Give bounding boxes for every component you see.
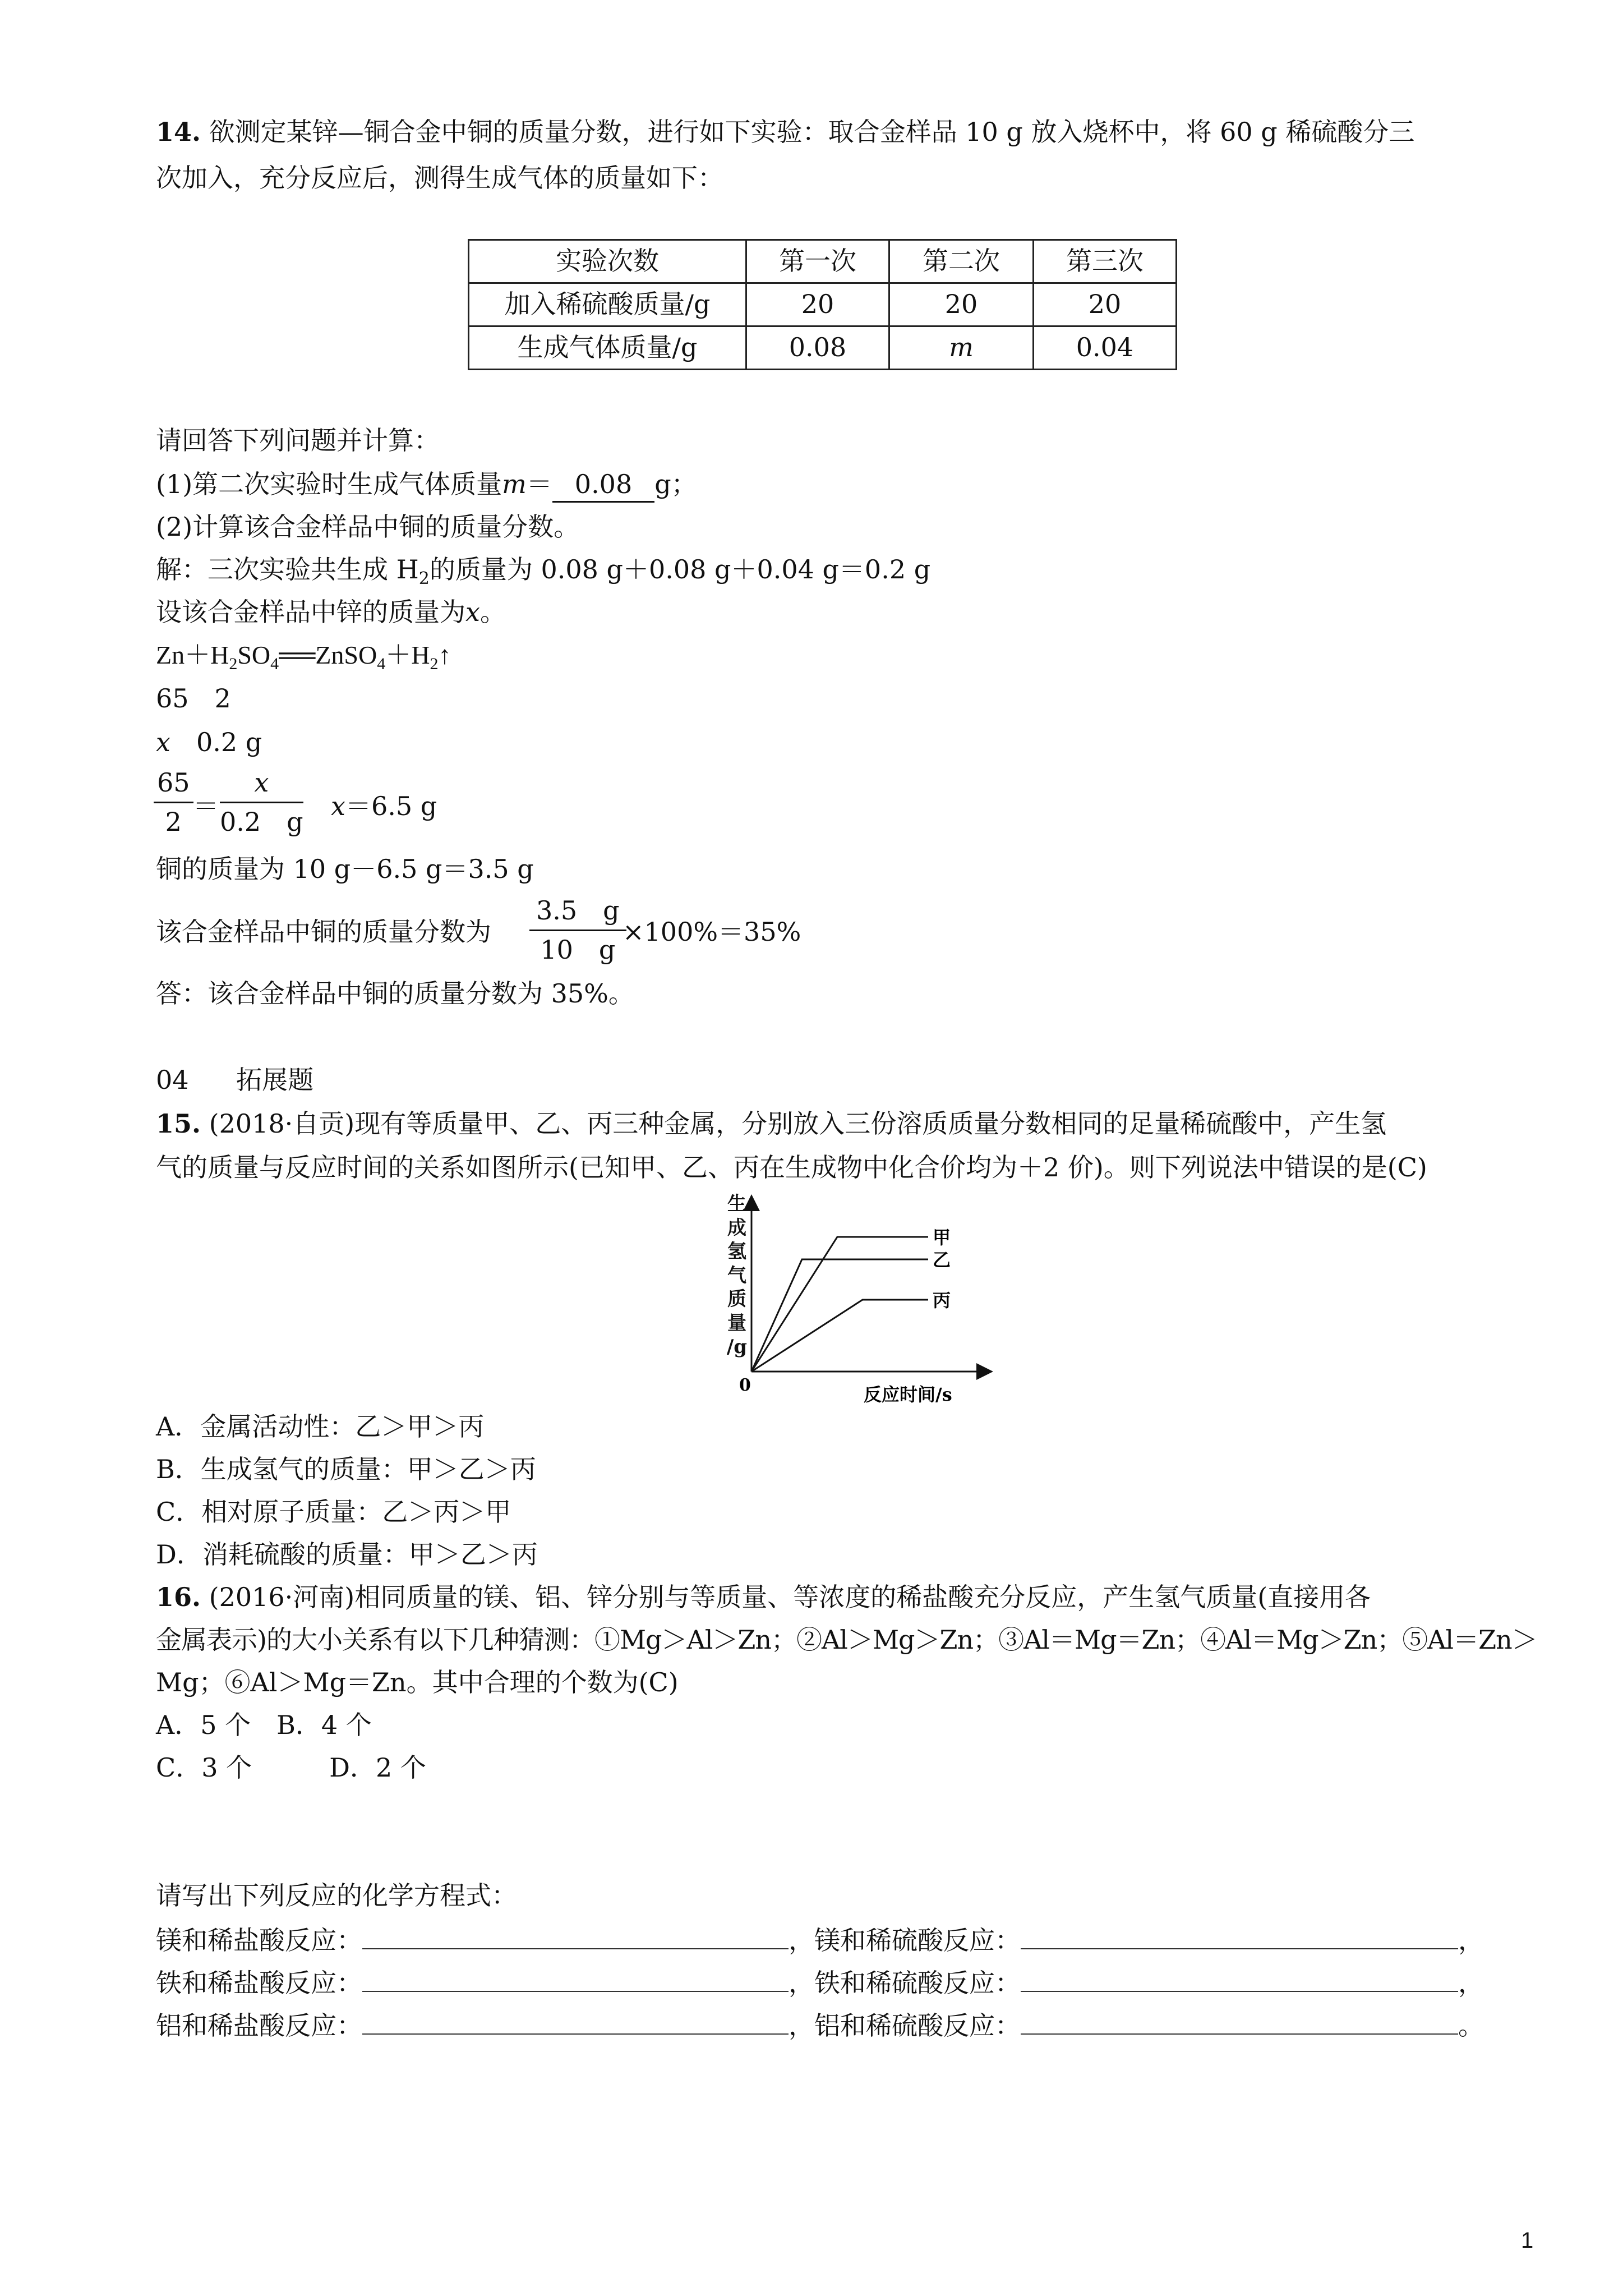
y-axis-label-char: 气: [727, 1264, 746, 1287]
fraction-65-2: [154, 767, 193, 838]
pct-suffix: ×100%＝35%: [623, 917, 801, 947]
table-cell: 第一次: [746, 240, 889, 283]
page-number: 1: [1521, 2228, 1534, 2253]
series-group: [751, 1227, 951, 1372]
answer-blank[interactable]: [1021, 1968, 1458, 1992]
origin-label: 0: [739, 1375, 751, 1395]
values-line: [156, 727, 262, 758]
sol-text: 设该合金样品中锌的质量为: [156, 597, 465, 627]
table-cell: 实验次数: [469, 240, 746, 283]
subscript: 4: [270, 655, 279, 674]
answer-line: 答：该合金样品中铜的质量分数为 35%。: [156, 978, 634, 1009]
q15-number: 15.: [156, 1108, 201, 1139]
q15-option-d: D．消耗硫酸的质量：甲＞乙＞丙: [156, 1539, 538, 1570]
q16-options-row2: C．3 个 D．2 个: [156, 1752, 426, 1783]
solution-line1: [156, 554, 930, 589]
table-cell: 第三次: [1034, 240, 1177, 283]
q15-line1: [156, 1108, 1386, 1139]
row-end: ，: [1458, 1925, 1484, 1955]
sol-text: 。: [479, 597, 506, 627]
q14-number: 14.: [156, 117, 201, 147]
table-row: [469, 283, 1177, 326]
sol-text: 解：三次实验共生成 H: [156, 554, 419, 585]
q14-sub2: (2)计算该合金样品中铜的质量分数。: [156, 512, 580, 542]
var-x: x: [156, 727, 170, 757]
y-axis-label-char: 质: [727, 1288, 746, 1310]
var-x: x: [331, 791, 345, 821]
q14-prompt: 请回答下列问题并计算：: [156, 425, 440, 455]
pct-prefix: 该合金样品中铜的质量分数为: [156, 917, 491, 947]
table-cell: 0.08: [746, 326, 889, 370]
series-label: 乙: [933, 1249, 951, 1271]
q14-stem-line2: 次加入，充分反应后，测得生成气体的质量如下：: [156, 163, 723, 193]
q14-sub1: [156, 469, 697, 503]
equals-sign: ＝: [193, 791, 219, 821]
eq-part: ＋H: [385, 641, 430, 669]
answer-blank[interactable]: [362, 1926, 789, 1949]
sub1-answer: 0.08: [552, 469, 654, 503]
subscript: 2: [418, 569, 430, 589]
fraction-denominator: 2: [165, 807, 182, 838]
q16-line2: 金属表示)的大小关系有以下几种猜测：①Mg＞Al＞Zn；②Al＞Mg＞Zn；③Al＝Mg＝Zn；④Al＝Mg＞Zn；⑤Al＝Zn＞: [156, 1625, 1537, 1655]
x-result-value: ＝6.5 g: [345, 791, 437, 821]
sub1-var: m: [502, 469, 527, 499]
fraction-denominator: 10 g: [540, 935, 616, 965]
percent-line: [156, 917, 491, 947]
answer-blank[interactable]: [362, 2011, 789, 2035]
row-left-label: 镁和稀盐酸反应：: [156, 1925, 362, 1955]
q16-line1: [156, 1582, 1371, 1613]
table-cell: 20: [889, 283, 1034, 326]
x-result: [331, 791, 437, 822]
q15-option-b: B．生成氢气的质量：甲＞乙＞丙: [156, 1454, 536, 1484]
series-line: [751, 1300, 928, 1372]
y-axis-label-char: 生: [727, 1193, 746, 1215]
y-axis-label: [725, 1192, 749, 1359]
exercise-row: [156, 2010, 1484, 2041]
table-header-row: [469, 240, 1177, 283]
q15-line2: 气的质量与反应时间的关系如图所示(已知甲、乙、丙在生成物中化合价均为＋2 价)。则下列说法中错误的是(C): [156, 1152, 1427, 1182]
answer-blank[interactable]: [1021, 1926, 1458, 1949]
q15-option-c: C．相对原子质量：乙＞丙＞甲: [156, 1497, 511, 1527]
subscript: 2: [229, 655, 238, 674]
eq-part: Zn＋H: [156, 641, 229, 669]
gas-up-arrow: ↑: [438, 641, 451, 669]
sub1-suffix: g；: [654, 469, 697, 499]
table-cell: m: [889, 326, 1034, 370]
answer-blank[interactable]: [362, 1968, 789, 1992]
q16-options-row1: A．5 个 B．4 个: [156, 1710, 372, 1740]
row-end: 。: [1458, 2010, 1484, 2041]
eq-part: ══ZnSO: [279, 641, 377, 669]
subscript: 4: [377, 655, 386, 674]
q16-text: (2016·河南)相同质量的镁、铝、锌分别与等质量、等浓度的稀盐酸充分反应，产生氢气质量(直接用各: [209, 1582, 1371, 1612]
solution-line2: [156, 597, 506, 628]
q16-line3: Mg；⑥Al＞Mg＝Zn。其中合理的个数为(C): [156, 1667, 679, 1697]
q14-stem-text: 欲测定某锌—铜合金中铜的质量分数，进行如下实验：取合金样品 10 g 放入烧杯中，将 60 g 稀硫酸分三: [209, 117, 1415, 147]
subscript: 2: [430, 655, 439, 674]
table-cell: 第二次: [889, 240, 1034, 283]
section-title: 拓展题: [236, 1065, 314, 1095]
answer-blank[interactable]: [1021, 2011, 1458, 2035]
section-number: 04: [156, 1065, 189, 1095]
experiment-table: [468, 239, 1177, 370]
table-cell: 0.04: [1034, 326, 1177, 370]
var-x: x: [465, 597, 480, 627]
x-axis-label: 反应时间/s: [864, 1384, 952, 1405]
ratio-line: 65 2: [156, 683, 231, 714]
row-left-label: 铁和稀盐酸反应：: [156, 1968, 362, 1998]
exercise-row: [156, 1925, 1484, 1956]
sol-text: 的质量为 0.08 g＋0.08 g＋0.04 g＝0.2 g: [429, 554, 931, 585]
y-axis-label-char: 量: [727, 1312, 746, 1335]
y-axis-label-char: 成: [727, 1216, 746, 1239]
sub1-prefix: (1)第二次实验时生成气体质量: [156, 469, 502, 499]
q14-stem-line1: [156, 117, 1414, 148]
values-text: 0.2 g: [170, 727, 262, 757]
table-cell: 加入稀硫酸质量/g: [469, 283, 746, 326]
exercise-row: [156, 1968, 1484, 1999]
q16-number: 16.: [156, 1582, 201, 1612]
cu-mass-line: 铜的质量为 10 g－6.5 g＝3.5 g: [156, 854, 534, 884]
q15-text: (2018·自贡)现有等质量甲、乙、丙三种金属，分别放入三份溶质质量分数相同的足量稀硫酸中，产生氢: [209, 1108, 1387, 1139]
y-axis-label-char: 氢: [727, 1240, 746, 1263]
row-right-label: ，镁和稀硫酸反应：: [789, 1925, 1021, 1955]
table-cell: 生成气体质量/g: [469, 326, 746, 370]
row-right-label: ，铝和稀硫酸反应：: [789, 2010, 1021, 2041]
section-heading: [156, 1065, 313, 1096]
fraction-denominator: 0.2 g: [220, 807, 303, 838]
row-left-label: 铝和稀盐酸反应：: [156, 2010, 362, 2041]
row-right-label: ，铁和稀硫酸反应：: [789, 1968, 1021, 1998]
table-cell: 20: [1034, 283, 1177, 326]
fraction-numerator: 65: [154, 767, 193, 803]
q15-option-a: A．金属活动性：乙＞甲＞丙: [156, 1411, 485, 1442]
series-line: [751, 1237, 928, 1372]
reaction-equation: [156, 639, 451, 674]
series-label: 丙: [933, 1290, 951, 1311]
y-axis-label-char: /g: [726, 1336, 748, 1358]
table-cell: 20: [746, 283, 889, 326]
sub1-eq: ＝: [526, 469, 552, 499]
row-end: ，: [1458, 1968, 1484, 1998]
fraction-pct: [529, 895, 626, 965]
fraction-x-0.2g: [220, 767, 303, 838]
exercise-title: 请写出下列反应的化学方程式：: [156, 1880, 517, 1911]
table-row: [469, 326, 1177, 370]
fraction-numerator: 3.5 g: [529, 895, 626, 931]
series-label: 甲: [933, 1227, 951, 1248]
eq-part: SO: [237, 641, 271, 669]
fraction-numerator: x: [220, 767, 303, 803]
